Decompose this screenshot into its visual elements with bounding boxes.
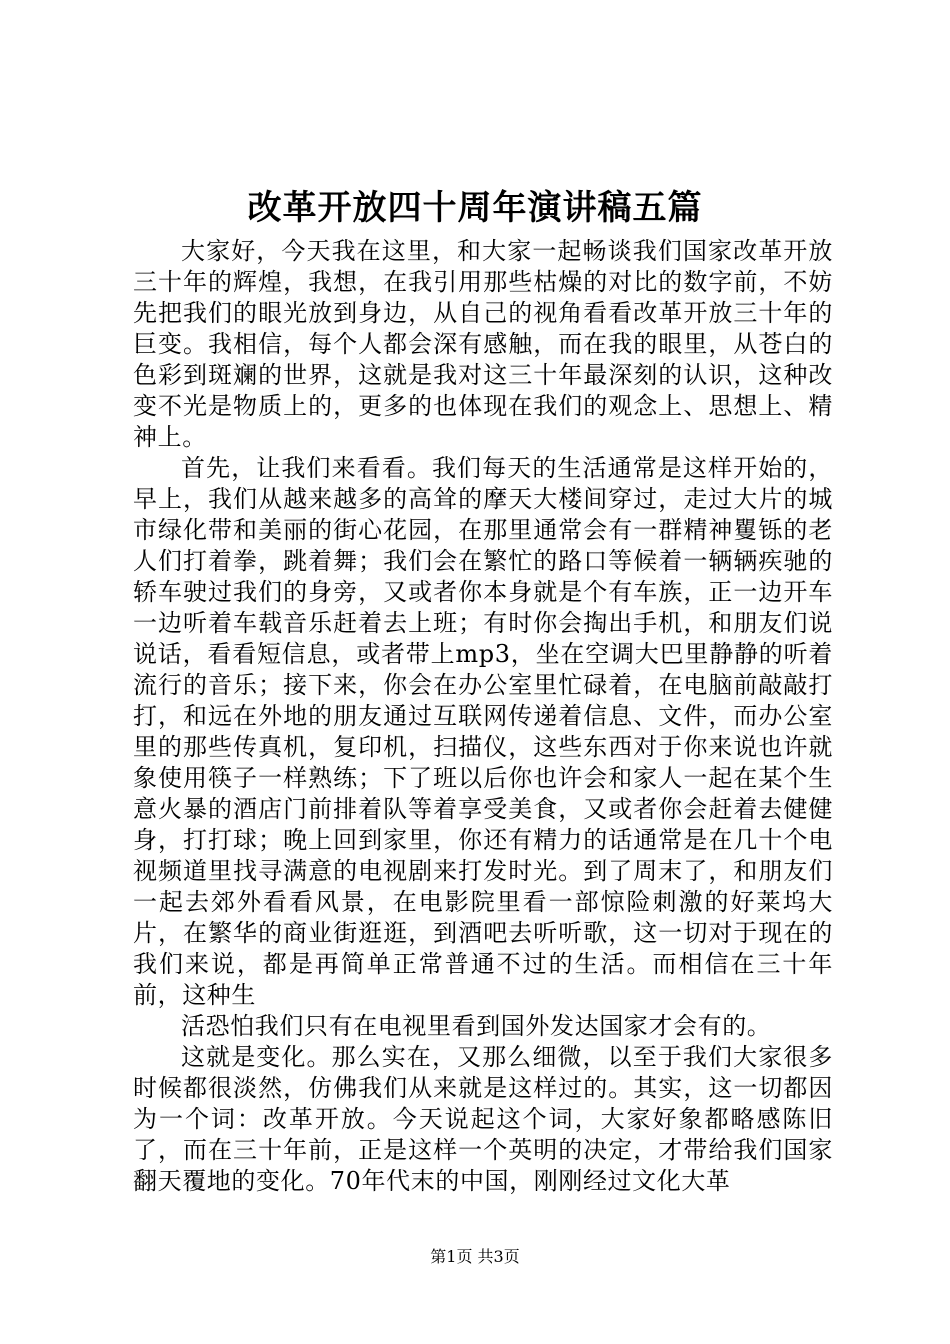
document-title: 改革开放四十周年演讲稿五篇 xyxy=(247,188,703,228)
paragraph-1: 大家好，今天我在这里，和大家一起畅谈我们国家改革开放三十年的辉煌，我想，在我引用那些枯燥的对比的数字前，不妨先把我们的眼光放到身边，从自己的视角看看改革开放三十年的巨变。我相信，每个人都会深有感触，而在我的眼里，从苍白的色彩到斑斓的世界，这就是我对这三十年最深刻的认识，这种改变不光是物质上的，更多的也体现在我们的观念上、思想上、精神上。 xyxy=(133,237,833,451)
paragraph-2: 首先，让我们来看看。我们每天的生活通常是这样开始的，早上，我们从越来越多的高耸的摩天大楼间穿过，走过大片的城市绿化带和美丽的街心花园，在那里通常会有一群精神矍铄的老人们打着拳，跳着舞；我们会在繁忙的路口等候着一辆辆疾驰的轿车驶过我们的身旁，又或者你本身就是个有车族，正一边开车一边听着车载音乐赶着去上班；有时你会掏出手机，和朋友们说说话，看看短信息，或者带上mp3，坐在空调大巴里静静的听着流行的音乐；接下来，你会在办公室里忙碌着，在电脑前敲敲打打，和远在外地的朋友通过互联网传递着信息、文件，而办公室里的那些传真机，复印机，扫描仪，这些东西对于你来说也许就象使用筷子一样熟练；下了班以后你也许会和家人一起在某个生意火暴的酒店门前排着队等着享受美食，又或者你会赶着去健健身，打打球；晚上回到家里，你还有精力的话通常是在几十个电视频道里找寻满意的电视剧来打发时光。到了周末了，和朋友们一起去郊外看看风景，在电影院里看一部惊险刺激的好莱坞大片，在繁华的商业街逛逛，到酒吧去听听歌，这一切对于现在的我们来说，都是再简单正常普通不过的生活。而相信在三十年前，这种生 xyxy=(133,454,833,1009)
document-body xyxy=(133,236,833,1197)
paragraph-4: 这就是变化。那么实在，又那么细微，以至于我们大家很多时候都很淡然，仿佛我们从来就是这样过的。其实，这一切都因为一个词：改革开放。今天说起这个词，大家好象都略感陈旧了，而在三十年前，正是这样一个英明的决定，才带给我们国家翻天覆地的变化。70年代末的中国，刚刚经过文化大革 xyxy=(133,1043,833,1195)
page-number: 第1页 共3页 xyxy=(430,1247,520,1266)
paragraph-3: 活恐怕我们只有在电视里看到国外发达国家才会有的。 xyxy=(181,1012,772,1040)
